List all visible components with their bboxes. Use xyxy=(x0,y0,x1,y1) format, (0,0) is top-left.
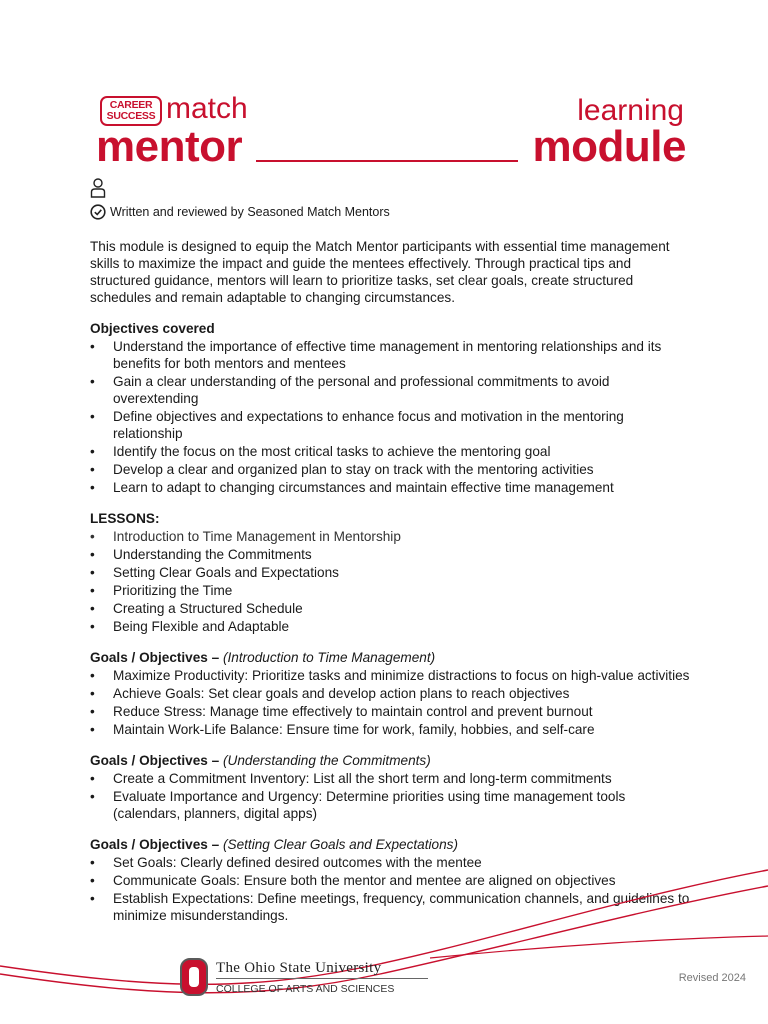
title-learning: learning xyxy=(577,94,684,127)
list-item: • Gain a clear understanding of the personal and professional commitments to avoid overextending xyxy=(90,373,690,407)
lesson-item: • Setting Clear Goals and Expectations xyxy=(90,564,690,581)
list-item: • Set Goals: Clearly defined desired outcomes with the mentee xyxy=(90,854,690,871)
goals-intro-list xyxy=(90,667,690,738)
goals-heading: Goals / Objectives – xyxy=(90,753,223,768)
list-item: • Evaluate Importance and Urgency: Determine priorities using time management tools (calendars, planners, digital apps) xyxy=(90,788,690,822)
goals-subheading: (Introduction to Time Management) xyxy=(222,650,436,665)
title-rule xyxy=(256,160,518,162)
lessons-title: LESSONS: xyxy=(90,511,160,526)
lesson-item: • Introduction to Time Management in Mentorship xyxy=(90,528,690,545)
objectives-list xyxy=(90,338,690,496)
goals-heading: Goals / Objectives – xyxy=(90,650,223,665)
list-item: • Develop a clear and organized plan to stay on track with the mentoring activities xyxy=(90,461,690,478)
list-item: • Identify the focus on the most critical tasks to achieve the mentoring goal xyxy=(90,443,690,460)
author-text: Written and reviewed by Seasoned Match Mentors xyxy=(110,205,390,219)
list-item: • Create a Commitment Inventory: List all the short term and long-term commitments xyxy=(90,770,690,787)
person-icon xyxy=(90,178,106,198)
badge-line-2: SUCCESS xyxy=(106,110,156,122)
title-module: module xyxy=(532,122,686,171)
list-item: • Achieve Goals: Set clear goals and develop action plans to reach objectives xyxy=(90,685,690,702)
college-name: COLLEGE OF ARTS AND SCIENCES xyxy=(216,983,395,995)
title-match: match xyxy=(166,92,248,125)
goals-heading: Goals / Objectives – xyxy=(90,837,223,852)
lesson-item: • Creating a Structured Schedule xyxy=(90,600,690,617)
list-item: • Learn to adapt to changing circumstances and maintain effective time management xyxy=(90,479,690,496)
list-item: • Communicate Goals: Ensure both the mentor and mentee are aligned on objectives xyxy=(90,872,690,889)
badge-line-1: CAREER xyxy=(109,99,153,111)
goals-commitments-list xyxy=(90,770,690,822)
goals-subheading: (Setting Clear Goals and Expectations) xyxy=(222,837,458,852)
objectives-title: Objectives covered xyxy=(90,321,215,336)
objectives-section xyxy=(90,320,690,496)
module-content xyxy=(90,238,690,938)
goals-intro-title xyxy=(90,649,690,666)
list-item: • Reduce Stress: Manage time effectively to maintain control and prevent burnout xyxy=(90,703,690,720)
title-mentor: mentor xyxy=(96,122,243,171)
goals-commitments-title xyxy=(90,752,690,769)
list-item: • Establish Expectations: Define meetings, frequency, communication channels, and guidelines to minimize misunderstandings. xyxy=(90,890,690,924)
lesson-item: • Being Flexible and Adaptable xyxy=(90,618,690,635)
lesson-item: • Prioritizing the Time xyxy=(90,582,690,599)
revised-date: Revised 2024 xyxy=(678,972,746,984)
lessons-section xyxy=(90,510,690,635)
intro-paragraph: This module is designed to equip the Match Mentor participants with essential time management skills to maximize the impact and guide the mentees effectively. Through practical tips and structured guidance, mentors will learn to prioritize tasks, set clear goals, create structured schedules and remain adaptable to changing circumstances. xyxy=(90,239,670,305)
goals-subheading: (Understanding the Commitments) xyxy=(222,753,431,768)
goals-intro-section xyxy=(90,649,690,738)
module-header xyxy=(96,92,688,172)
decorative-wave-lines xyxy=(0,850,768,1024)
lesson-item: • Understanding the Commitments xyxy=(90,546,690,563)
goals-commitments-section xyxy=(90,752,690,822)
lessons-list xyxy=(90,528,690,635)
check-circle-icon xyxy=(90,204,106,220)
footer-rule xyxy=(216,978,428,979)
list-item: • Maximize Productivity: Prioritize tasks and minimize distractions to focus on high-value activities xyxy=(90,667,690,684)
university-name: The Ohio State University xyxy=(216,960,382,976)
author-line xyxy=(90,203,390,221)
osu-block-o-logo xyxy=(180,958,208,996)
list-item: • Define objectives and expectations to enhance focus and motivation in the mentoring relationship xyxy=(90,408,690,442)
list-item: • Understand the importance of effective time management in mentoring relationships and its benefits for both mentors and mentees xyxy=(90,338,690,372)
list-item: • Maintain Work-Life Balance: Ensure time for work, family, hobbies, and self-care xyxy=(90,721,690,738)
